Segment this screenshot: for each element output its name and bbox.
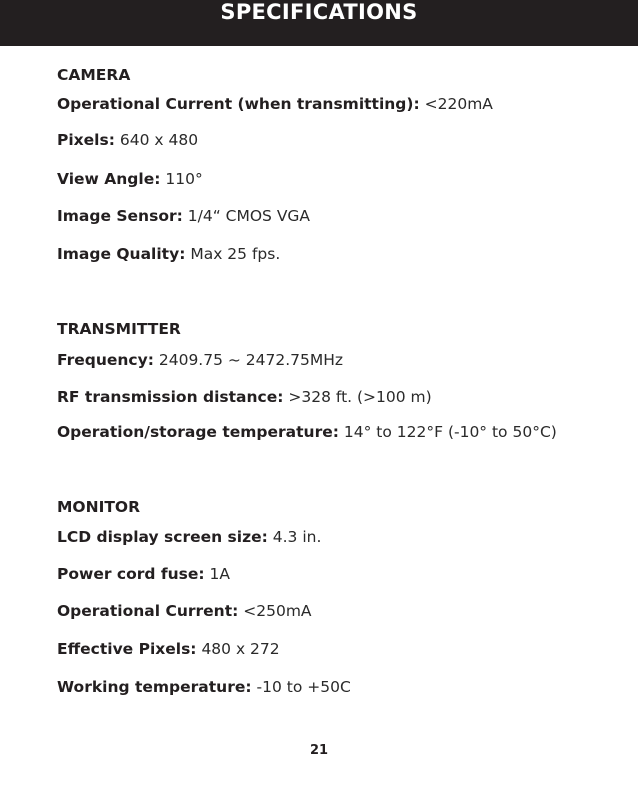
spec-value: <220mA	[424, 95, 493, 113]
spec-frequency	[57, 351, 343, 369]
spec-value: 2409.75 ~ 2472.75MHz	[158, 351, 344, 369]
spec-label: LCD display screen size:	[57, 528, 268, 546]
spec-pixels	[57, 131, 198, 149]
spec-label: Working temperature:	[57, 678, 252, 696]
spec-effective-pixels	[57, 640, 280, 658]
spec-rf-transmission-distance	[57, 388, 432, 406]
spec-label: Frequency:	[57, 351, 154, 369]
spec-operational-current-transmitting	[57, 95, 493, 113]
spec-label: Operation/storage temperature:	[57, 423, 339, 441]
spec-label: Image Sensor:	[57, 207, 183, 225]
spec-lcd-screen-size	[57, 528, 321, 546]
spec-value: >328 ft. (>100 m)	[288, 388, 432, 406]
section-title-camera: CAMERA	[57, 66, 131, 84]
spec-label: Pixels:	[57, 131, 115, 149]
spec-power-cord-fuse	[57, 565, 230, 583]
page-number: 21	[309, 743, 329, 758]
spec-label: Image Quality:	[57, 245, 186, 263]
spec-label: RF transmission distance:	[57, 388, 284, 406]
spec-image-sensor	[57, 207, 310, 225]
spec-label: Operational Current:	[57, 602, 239, 620]
spec-value: 4.3 in.	[272, 528, 322, 546]
spec-working-temperature	[57, 678, 351, 696]
spec-value: 110°	[165, 170, 203, 188]
section-title-transmitter: TRANSMITTER	[57, 320, 181, 338]
spec-label: Power cord fuse:	[57, 565, 205, 583]
spec-value: 1A	[209, 565, 230, 583]
spec-value: 640 x 480	[119, 131, 199, 149]
spec-operation-storage-temperature	[57, 423, 557, 441]
spec-view-angle	[57, 170, 203, 188]
page-title: SPECIFICATIONS	[220, 0, 418, 24]
spec-value: 14° to 122°F (-10° to 50°C)	[343, 423, 557, 441]
section-title-monitor: MONITOR	[57, 498, 141, 516]
spec-image-quality	[57, 245, 280, 263]
spec-value: -10 to +50C	[256, 678, 351, 696]
spec-label: Effective Pixels:	[57, 640, 197, 658]
spec-label: Operational Current (when transmitting):	[57, 95, 420, 113]
spec-value: <250mA	[243, 602, 312, 620]
spec-value: 480 x 272	[201, 640, 280, 658]
spec-value: Max 25 fps.	[190, 245, 281, 263]
header-bar	[0, 0, 638, 46]
spec-label: View Angle:	[57, 170, 161, 188]
spec-operational-current	[57, 602, 312, 620]
spec-value: 1/4“ CMOS VGA	[187, 207, 311, 225]
